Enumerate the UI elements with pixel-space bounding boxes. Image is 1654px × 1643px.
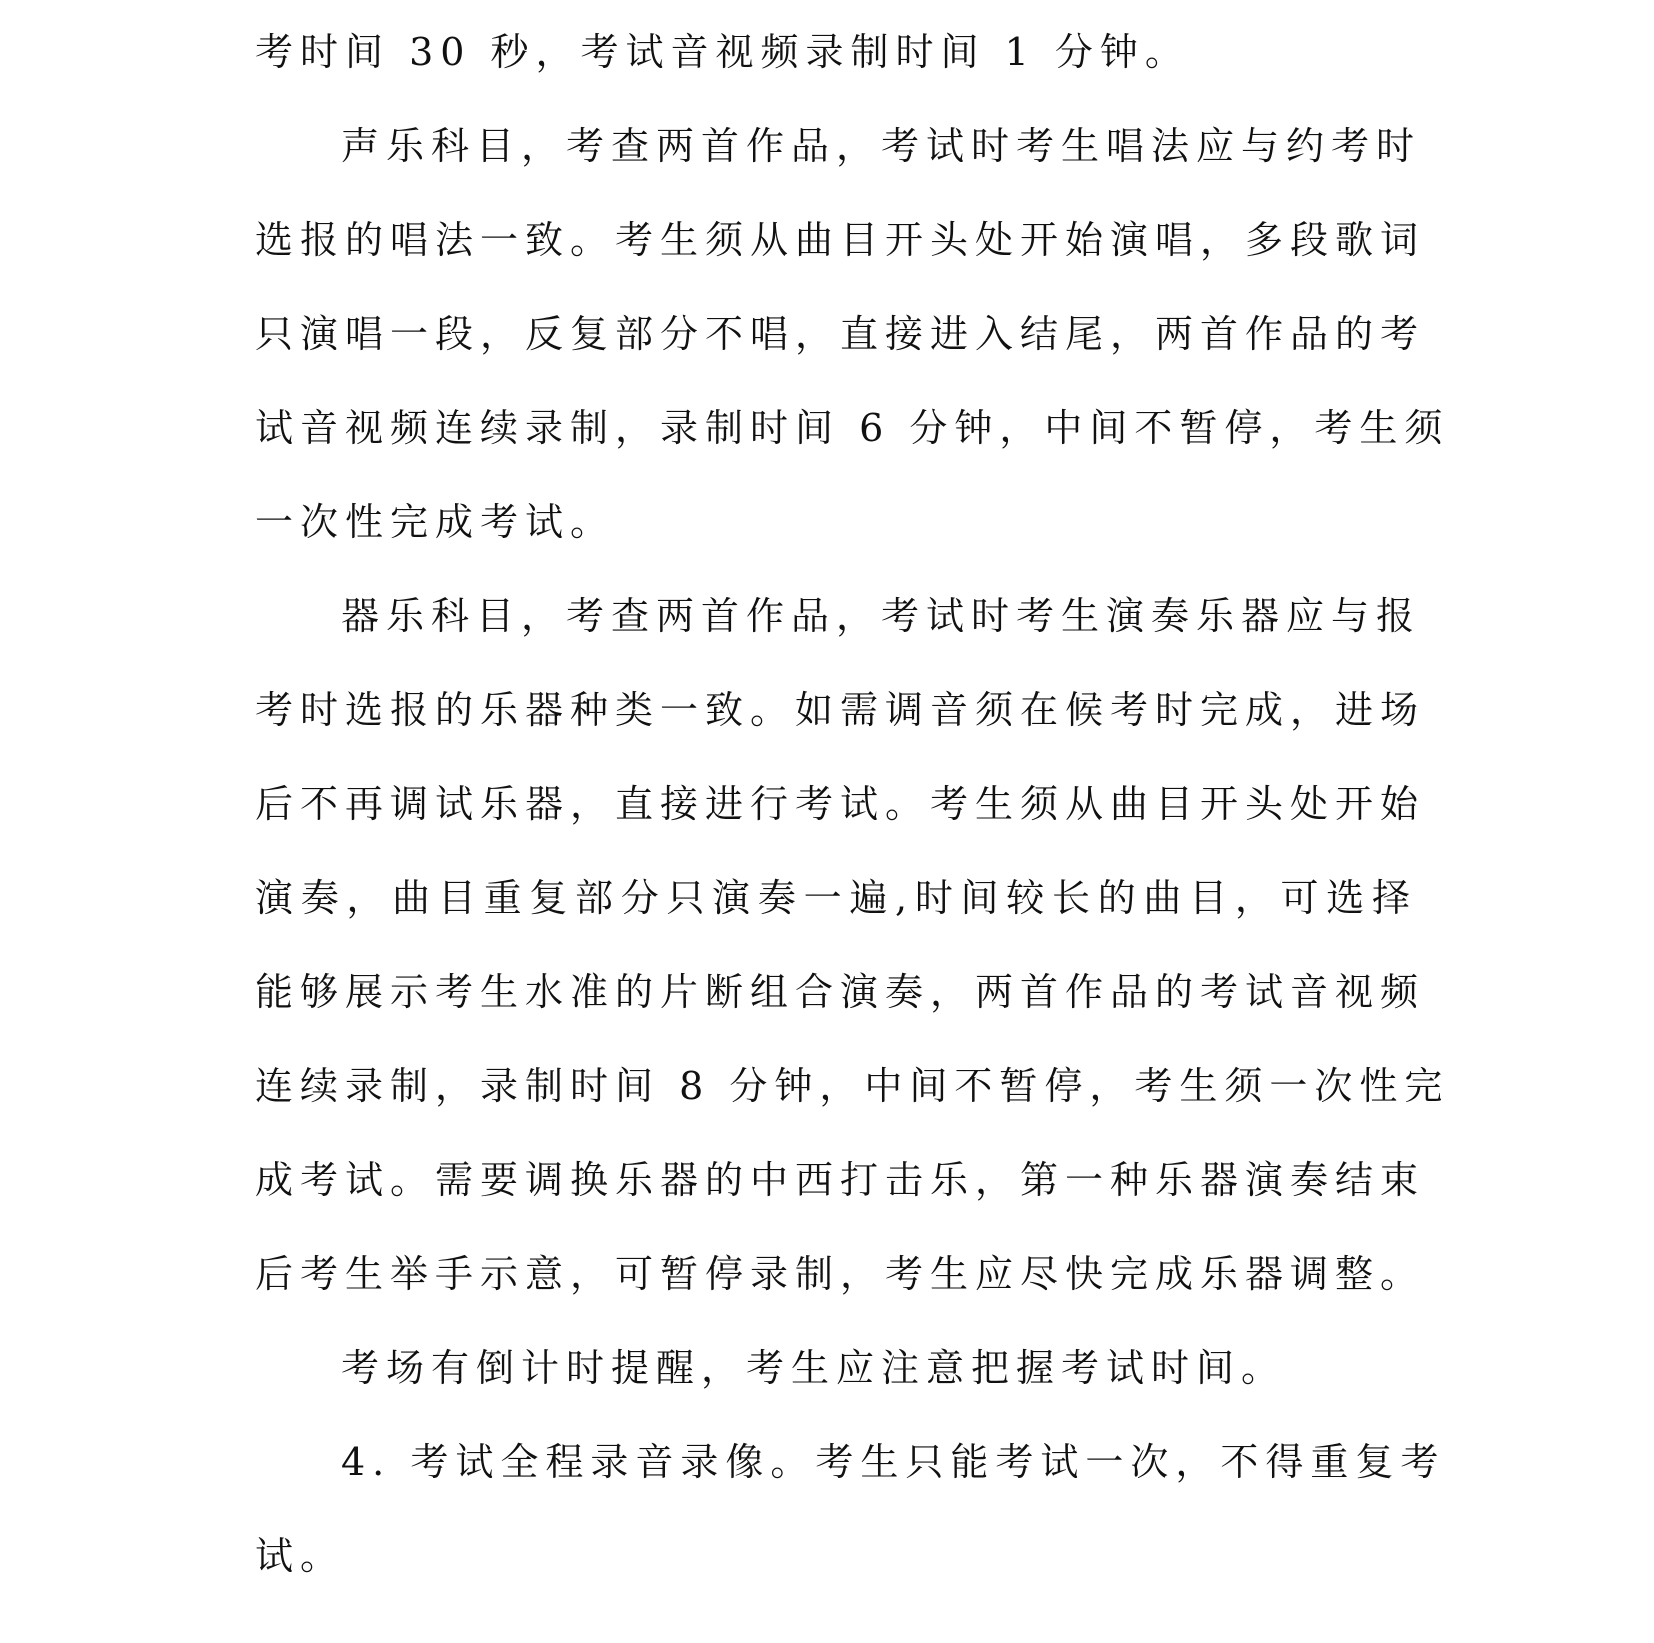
text-line: 成考试。需要调换乐器的中西打击乐，第一种乐器演奏结束 — [255, 1158, 1426, 1202]
text-line: 选报的唱法一致。考生须从曲目开头处开始演唱，多段歌词 — [255, 218, 1426, 262]
text-line: 连续录制，录制时间 8 分钟，中间不暂停，考生须一次性完 — [255, 1064, 1450, 1108]
text-line: 器乐科目，考查两首作品，考试时考生演奏乐器应与报 — [341, 594, 1422, 638]
text-line: 试音视频连续录制，录制时间 6 分钟，中间不暂停，考生须 — [255, 406, 1450, 450]
text-line: 能够展示考生水准的片断组合演奏，两首作品的考试音视频 — [255, 970, 1426, 1014]
document-page — [255, 14, 1450, 1612]
text-line: 后考生举手示意，可暂停录制，考生应尽快完成乐器调整。 — [255, 1252, 1426, 1296]
text-line: 只演唱一段，反复部分不唱，直接进入结尾，两首作品的考 — [255, 312, 1426, 356]
text-line: 一次性完成考试。 — [255, 500, 616, 544]
text-line: 后不再调试乐器，直接进行考试。考生须从曲目开头处开始 — [255, 782, 1426, 826]
text-line: 考场有倒计时提醒，考生应注意把握考试时间。 — [341, 1346, 1287, 1390]
text-line: 演奏，曲目重复部分只演奏一遍,时间较长的曲目，可选择 — [255, 876, 1417, 920]
text-line: 4. 考试全程录音录像。考生只能考试一次，不得重复考 — [341, 1440, 1446, 1484]
text-line: 考时间 30 秒，考试音视频录制时间 1 分钟。 — [255, 30, 1190, 74]
text-line: 考时选报的乐器种类一致。如需调音须在候考时完成，进场 — [255, 688, 1426, 732]
text-line: 声乐科目，考查两首作品，考试时考生唱法应与约考时 — [341, 124, 1422, 168]
text-line: 试。 — [255, 1534, 346, 1578]
